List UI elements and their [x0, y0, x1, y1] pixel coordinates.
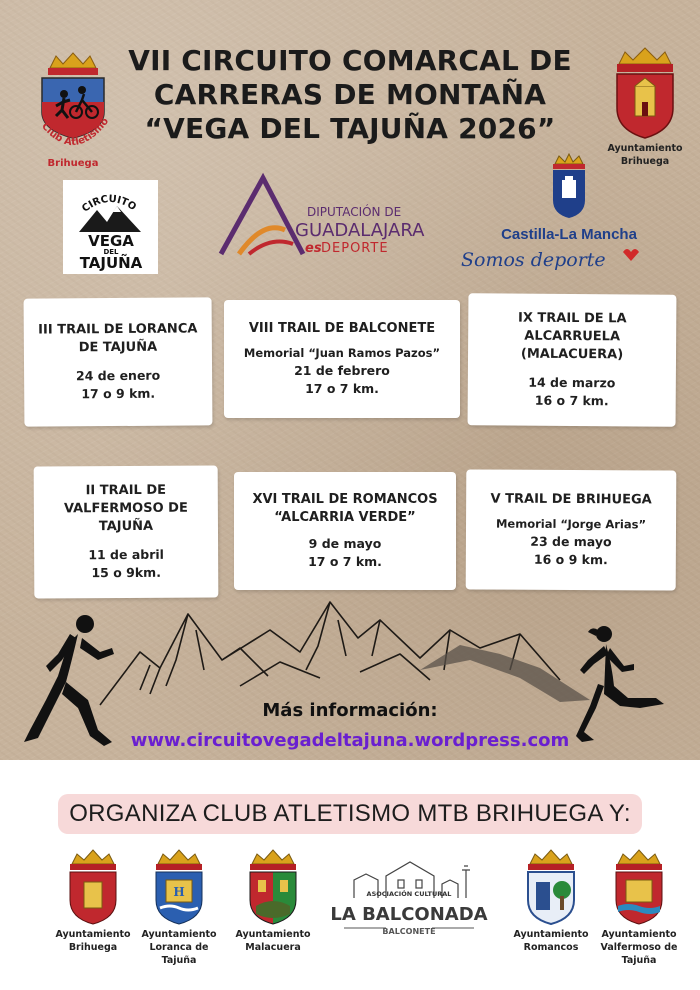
poster-title: [110, 44, 590, 146]
balconada-place: BALCONETE: [382, 927, 436, 936]
balconada-small: ASOCIACIÓN CULTURAL: [366, 890, 452, 898]
race-card-3: [468, 293, 677, 426]
race-title: III TRAIL DE LORANCA DE TAJUÑA: [38, 321, 198, 356]
race-date: 24 de enero: [75, 367, 161, 384]
sponsor-line-2: Loranca de: [149, 942, 209, 953]
race-distance: 17 o 7 km.: [305, 381, 379, 396]
brihuega-caption-2: Brihuega: [620, 156, 670, 167]
race-date: 21 de febrero: [294, 363, 390, 378]
more-info-url[interactable]: www.circuitovegadeltajuna.wordpress.com: [130, 730, 570, 751]
sponsor-line-2: Malacuera: [245, 942, 301, 953]
club-atletismo-logo: [28, 50, 118, 175]
circuito-vega: VEGA: [88, 232, 134, 250]
race-subtitle: Memorial “Juan Ramos Pazos”: [243, 346, 441, 360]
race-title: VIII TRAIL DE BALCONETE: [248, 321, 436, 336]
diputacion-es: es: [305, 241, 322, 256]
sponsor-line-1: Ayuntamiento: [601, 929, 677, 940]
circuito-vega-logo: [63, 180, 158, 274]
race-card-1: [24, 297, 213, 426]
sponsor-brihuega: [52, 848, 134, 973]
svg-text:CIRCUITO: [80, 194, 138, 215]
brihuega-caption-1: Ayuntamiento: [607, 143, 683, 154]
sponsor-line-2: Brihuega: [68, 942, 118, 953]
runner-right-icon: [576, 626, 664, 742]
sponsor-line-1: Ayuntamiento: [235, 929, 311, 940]
race-date: 23 de mayo: [530, 533, 612, 550]
race-distance: 16 o 9 km.: [533, 551, 608, 568]
race-title: V TRAIL DE BRIHUEGA: [490, 491, 652, 508]
circuito-word: CIRCUITO: [80, 193, 138, 215]
race-card-2: [224, 300, 460, 418]
la-balconada-logo: [326, 850, 492, 950]
sponsor-line-3: Tajuña: [161, 955, 197, 966]
svg-text:H: H: [173, 885, 185, 899]
race-title: II TRAIL DE VALFERMOSO DE TAJUÑA: [63, 482, 188, 535]
castilla-name: Castilla-La Mancha: [501, 226, 637, 243]
race-card-6: [466, 469, 677, 590]
diputacion-line-2: GUADALAJARA: [295, 220, 425, 241]
race-date: 9 de mayo: [308, 536, 382, 551]
organiza-banner: ORGANIZA CLUB ATLETISMO MTB BRIHUEGA Y:: [58, 794, 642, 834]
title-line-1: VII CIRCUITO COMARCAL DE: [128, 44, 572, 77]
race-subtitle: Memorial “Jorge Arias”: [495, 516, 647, 532]
sponsor-line-1: Ayuntamiento: [141, 929, 217, 940]
sponsor-line-2: Valfermoso de: [600, 942, 678, 953]
sponsor-loranca: [138, 848, 220, 973]
diputacion-logo: [215, 170, 455, 265]
heart-icon: [623, 249, 639, 261]
race-title: IX TRAIL DE LA ALCARRUELA (MALACUERA): [517, 310, 627, 363]
more-info-label: Más información:: [262, 700, 438, 721]
sponsor-malacuera: [232, 848, 314, 973]
diputacion-deporte: DEPORTE: [321, 241, 389, 256]
castilla-somos: Somos deporte: [461, 249, 606, 271]
svg-text:Club Atletismo MTB: Club Atletismo: [39, 116, 112, 149]
sponsor-line-1: Ayuntamiento: [513, 929, 589, 940]
castilla-la-mancha-logo: [455, 150, 690, 275]
svg-text:Brihuega: Brihuega: [47, 158, 99, 169]
balconada-name: LA BALCONADA: [330, 904, 488, 925]
sponsor-line-1: Ayuntamiento: [55, 929, 131, 940]
sponsor-line-3: Tajuña: [621, 955, 657, 966]
race-date: 11 de abril: [88, 546, 164, 563]
race-title: XVI TRAIL DE ROMANCOS “ALCARRIA VERDE”: [252, 492, 438, 525]
race-card-4: [34, 466, 219, 599]
race-distance: 16 o 7 km.: [534, 392, 609, 409]
circuito-tajuna: TAJUÑA: [79, 254, 143, 272]
circuito-del: DEL: [103, 248, 119, 256]
sponsor-romancos: [510, 848, 592, 973]
race-distance: 17 o 9 km.: [81, 385, 156, 402]
race-distance: 17 o 7 km.: [308, 554, 382, 569]
race-card-5: [234, 472, 456, 590]
diputacion-line-1: DIPUTACIÓN DE: [307, 205, 402, 219]
sponsor-line-2: Romancos: [523, 942, 579, 953]
title-line-3: “VEGA DEL TAJUÑA 2026”: [144, 112, 556, 145]
race-distance: 15 o 9km.: [91, 564, 161, 581]
sponsor-valfermoso: [598, 848, 680, 973]
runner-left-icon: [24, 615, 114, 746]
race-date: 14 de marzo: [528, 374, 616, 391]
title-line-2: CARRERAS DE MONTAÑA: [153, 78, 547, 111]
